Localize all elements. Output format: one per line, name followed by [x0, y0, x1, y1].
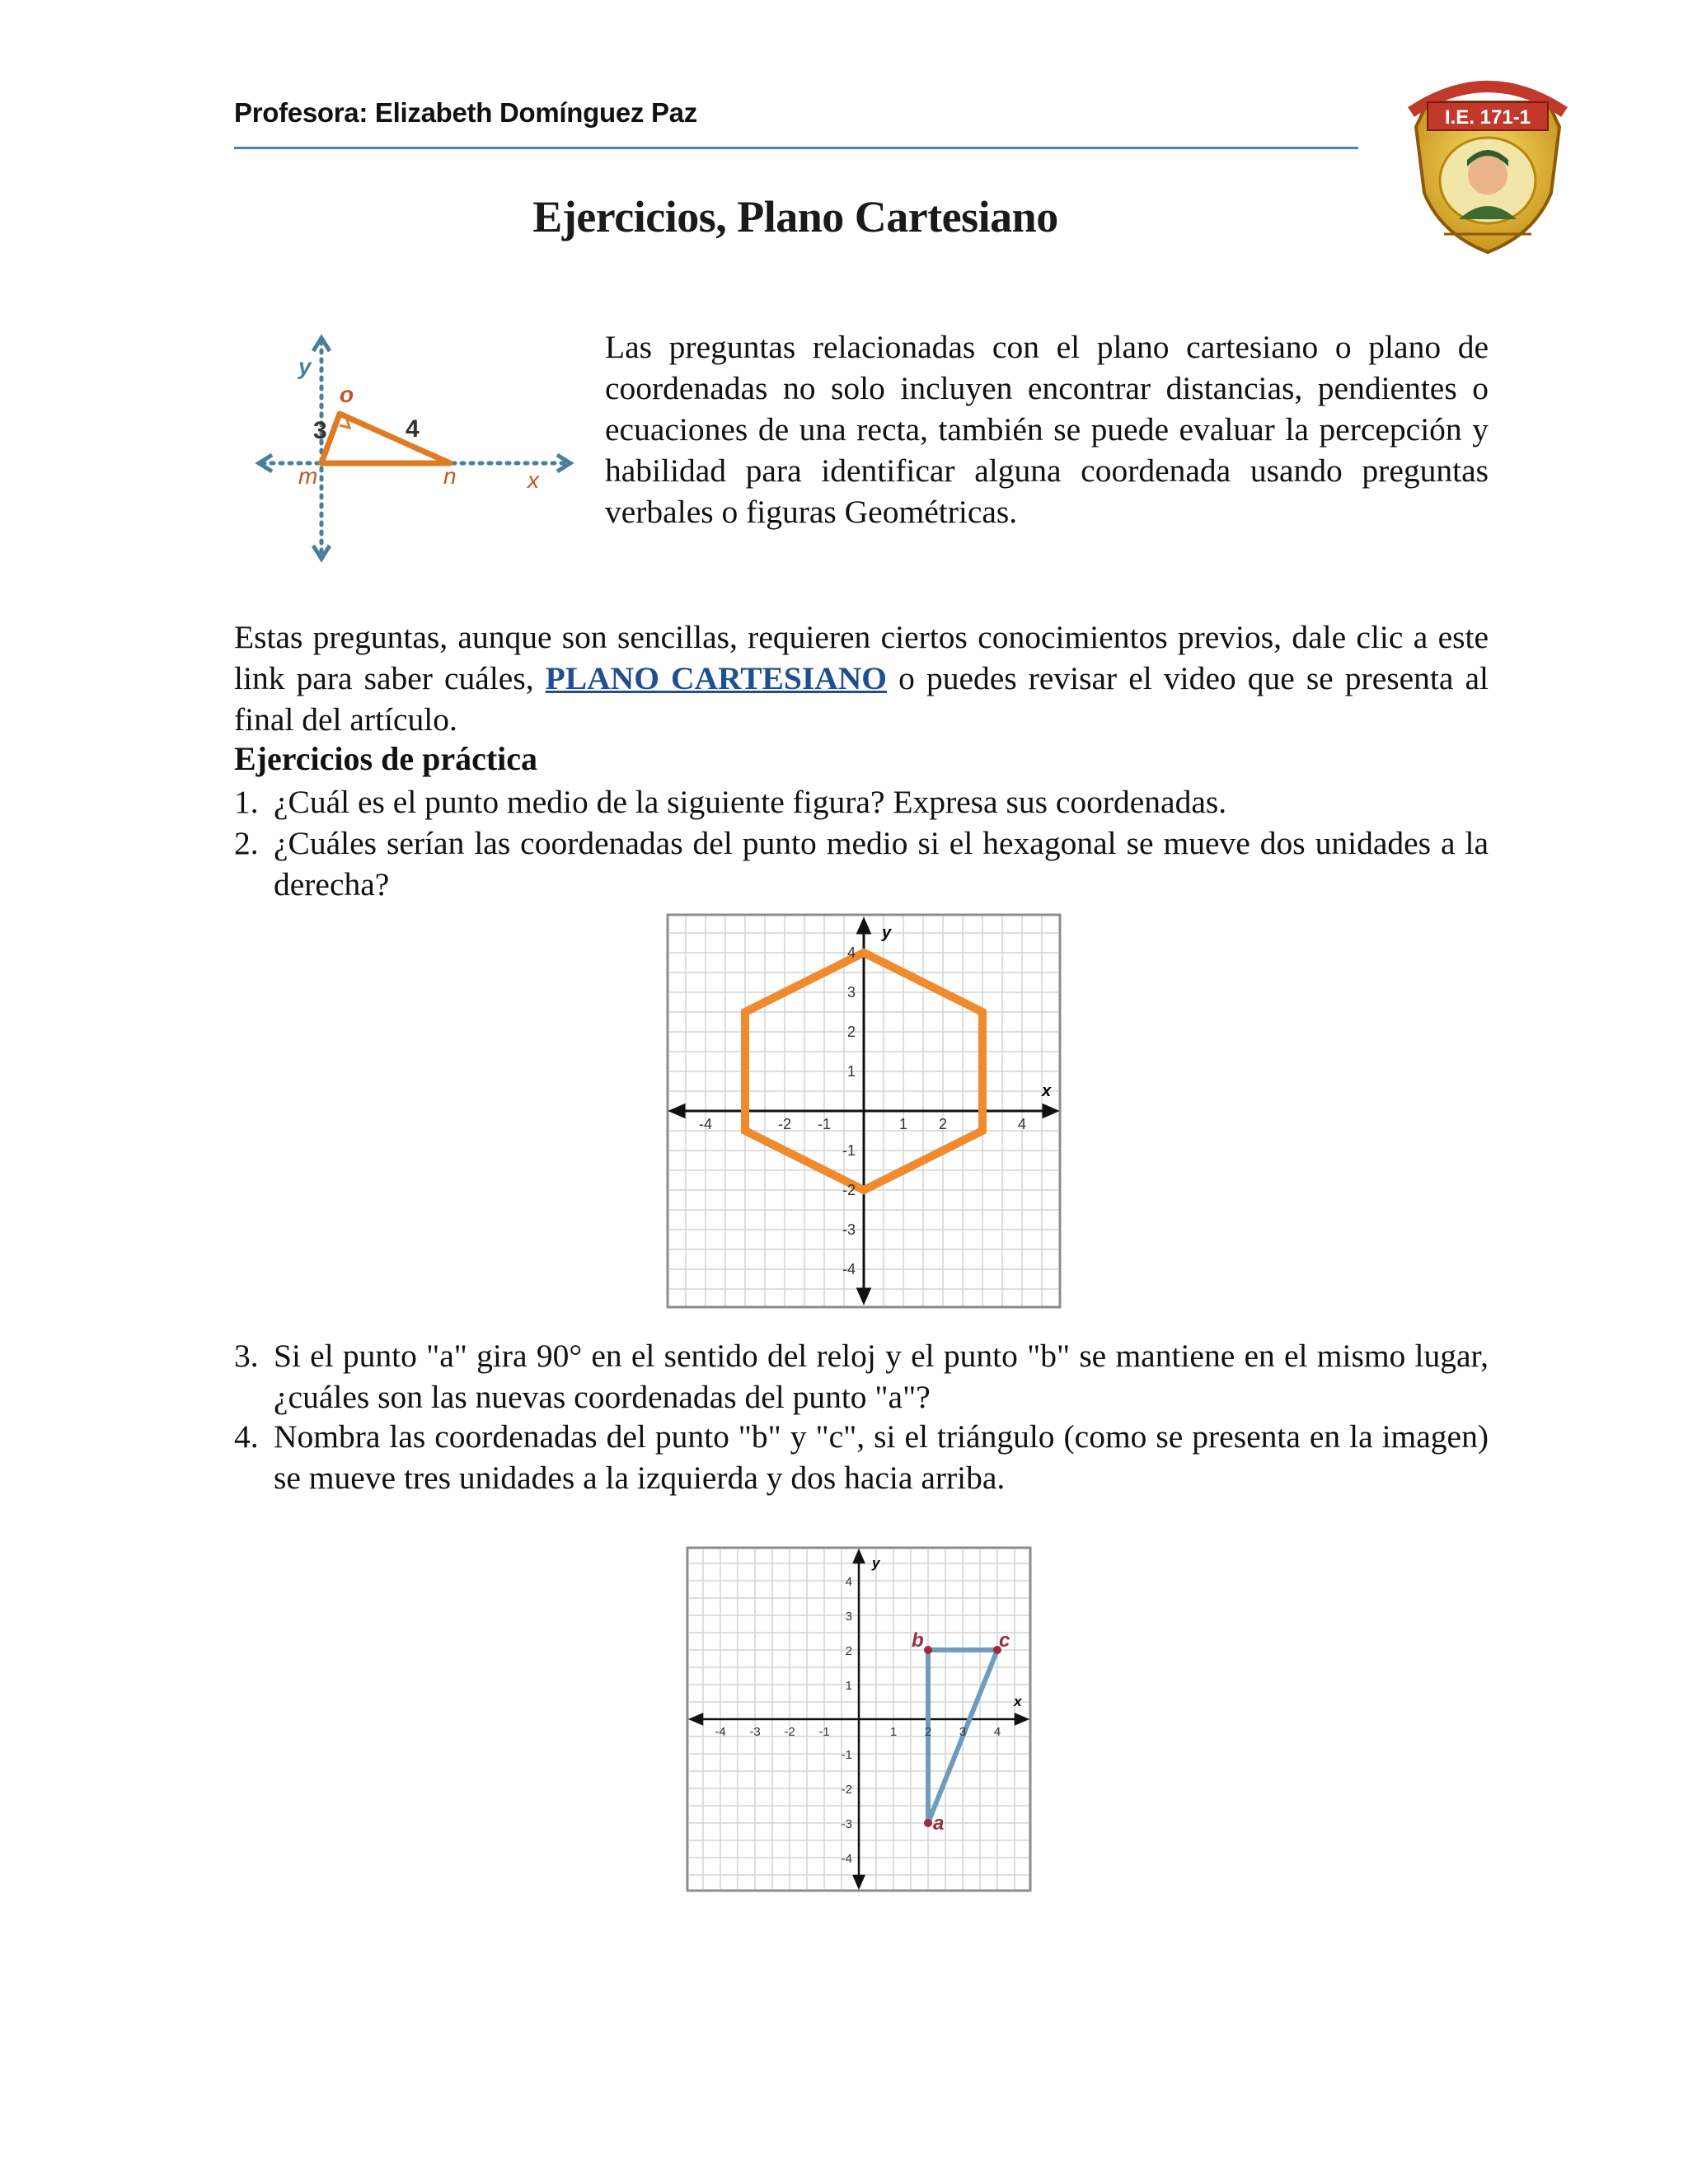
question-item [234, 1335, 1489, 1418]
question-item [234, 781, 1489, 823]
tri-x-tick: 3 [959, 1725, 967, 1739]
tri-y-tick: -2 [841, 1783, 852, 1797]
tri-y-tick: 1 [845, 1679, 852, 1693]
emblem-text: I.E. 171-1 [1444, 106, 1531, 129]
hex-x-tick: 2 [938, 1116, 948, 1132]
question-number: 1. [234, 784, 259, 820]
tri-y-tick: 2 [845, 1644, 852, 1658]
intro-label-x: x [528, 467, 539, 493]
hex-y-tick: -4 [842, 1261, 856, 1277]
tri-x-tick: 1 [889, 1725, 898, 1739]
tri-x-tick: -3 [749, 1725, 761, 1739]
hex-y-label: y [882, 924, 892, 942]
question-item [234, 823, 1489, 905]
hex-y-tick: 1 [846, 1063, 856, 1080]
hex-x-label: x [1042, 1082, 1052, 1100]
intro-label-side-a: 3 [313, 417, 327, 444]
tri-y-tick: 3 [845, 1610, 852, 1624]
intro-label-y: y [298, 354, 312, 379]
paragraph-prerequisites [234, 616, 1489, 740]
tri-x-label: x [1014, 1694, 1022, 1709]
page-title: Ejercicios, Plano Cartesiano [532, 192, 1058, 241]
hex-y-tick: -3 [842, 1221, 856, 1238]
question-text: Nombra las coordenadas del punto "b" y "c", si el triángulo (como se presenta en la imagen) se mueve tres unidades a la izquierda y dos hacia arriba. [274, 1418, 1489, 1496]
hex-x-tick: 1 [898, 1116, 908, 1132]
practice-heading: Ejercicios de práctica [234, 740, 538, 777]
paragraph-text-before-link: Estas preguntas, aunque son sencillas, requieren ciertos conocimientos previos, dale clic a este link para saber cuáles, [234, 619, 1489, 696]
tri-x-tick: -4 [715, 1725, 726, 1739]
hex-x-tick: -1 [817, 1116, 832, 1132]
hex-y-tick: 2 [846, 1024, 856, 1040]
tri-y-tick: -4 [841, 1852, 852, 1866]
hex-x-tick: 4 [1017, 1116, 1027, 1132]
point-a-marker [924, 1819, 932, 1827]
tri-x-tick: -1 [818, 1725, 830, 1739]
question-text: ¿Cuál es el punto medio de la siguiente figura? Expresa sus coordenadas. [274, 784, 1227, 820]
tri-y-label: y [872, 1555, 880, 1571]
intro-label-o: o [340, 382, 354, 407]
point-b-label: b [912, 1629, 924, 1652]
intro-paragraph: Las preguntas relacionadas con el plano cartesiano o plano de coordenadas no solo incluyen encontrar distancias, pendientes o ecuaciones de una recta, también se puede evaluar la percepción y habilidad para identificar alguna coordenada usando preguntas verbales o figuras Geométricas. [605, 329, 1489, 530]
intro-label-m: m [298, 463, 318, 489]
hex-y-tick: -1 [842, 1142, 856, 1159]
intro-label-n: n [443, 463, 457, 489]
paragraph-text-after-link: o puedes revisar el video que se presenta al final del artículo. [234, 660, 1489, 738]
question-item [234, 1416, 1489, 1498]
tri-y-tick: -3 [841, 1817, 852, 1831]
triangle-graph [686, 1546, 1032, 1892]
header-author: Profesora: Elizabeth Domínguez Paz [234, 97, 697, 128]
tri-x-tick: 2 [924, 1725, 932, 1739]
hex-x-tick: -2 [777, 1116, 792, 1132]
point-c-label: c [999, 1629, 1010, 1652]
intro-triangle-diagram [247, 323, 585, 570]
question-text: ¿Cuáles serían las coordenadas del punto medio si el hexagonal se mueve dos unidades a la derecha? [274, 825, 1489, 902]
point-a-label: a [933, 1812, 945, 1835]
hex-y-tick: 3 [846, 984, 856, 1001]
intro-label-side-b: 4 [406, 415, 420, 443]
tri-x-tick: -2 [784, 1725, 795, 1739]
header-rule [234, 147, 1358, 149]
hex-y-tick: 4 [846, 944, 856, 961]
question-text: Si el punto "a" gira 90° en el sentido del reloj y el punto "b" se mantiene en el mismo lugar, ¿cuáles son las nuevas coordenadas del punto "a"? [274, 1338, 1489, 1415]
question-number: 2. [234, 825, 259, 861]
tri-y-tick: -1 [841, 1748, 852, 1762]
question-number: 4. [234, 1418, 259, 1455]
hex-x-tick: -4 [698, 1116, 713, 1132]
tri-x-tick: 4 [993, 1725, 1001, 1739]
hex-y-tick: -2 [842, 1182, 856, 1198]
hexagon-graph [666, 913, 1062, 1309]
question-number: 3. [234, 1338, 259, 1374]
plano-cartesiano-link[interactable]: PLANO CARTESIANO [545, 660, 888, 696]
point-b-marker [924, 1646, 932, 1654]
tri-y-tick: 4 [845, 1575, 852, 1589]
